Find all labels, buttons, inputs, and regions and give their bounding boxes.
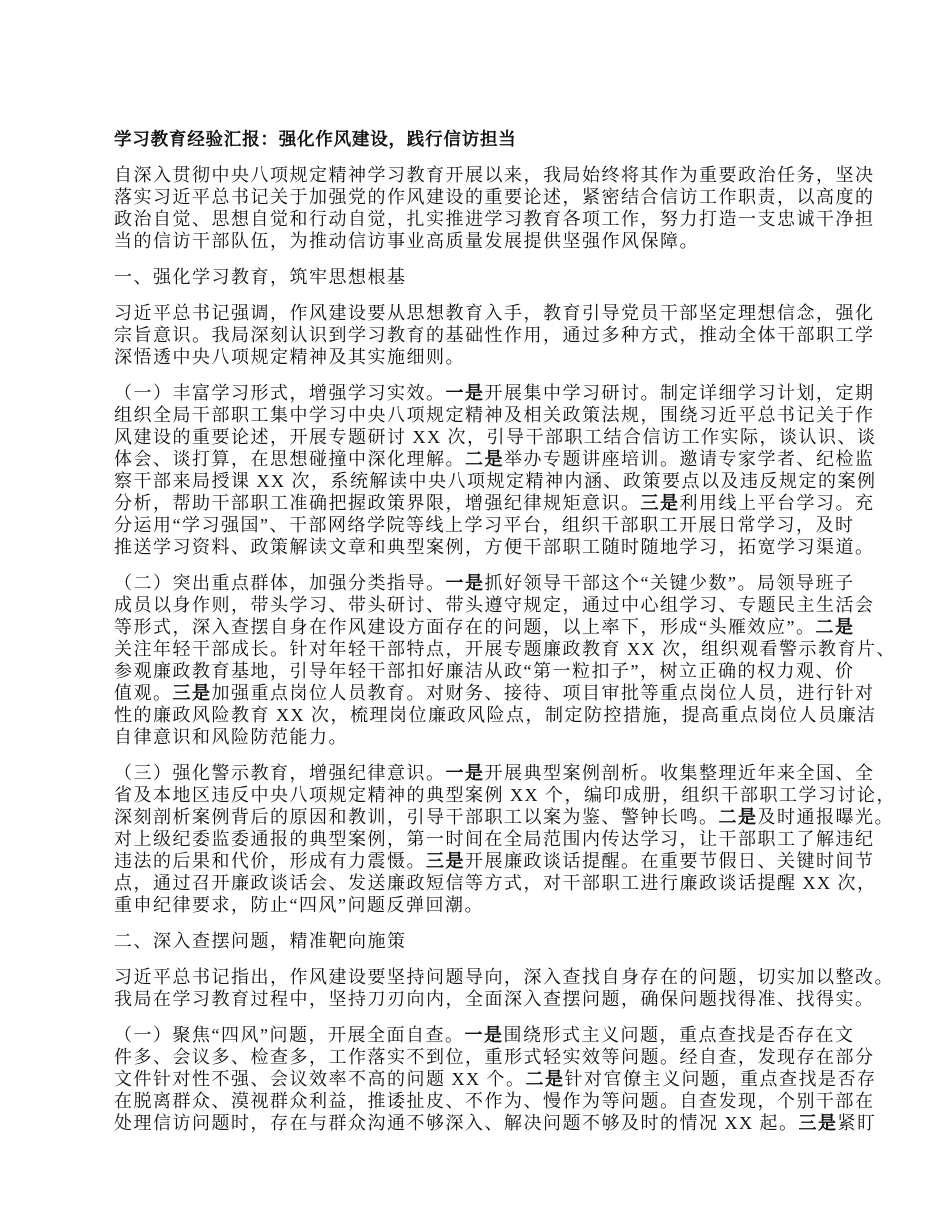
text-line (114, 594, 875, 616)
text-segment: 围绕形式主义问题，重点查找是否存在文 (503, 1025, 855, 1045)
text-segment: 二、深入查摆问题，精准靶向施策 (114, 931, 407, 951)
text-line (114, 872, 877, 894)
text-segment: 宗旨意识。我局深刻认识到学习教育的基础性作用，通过多种方式，推动全体干部职工学 (114, 325, 875, 345)
text-line (114, 164, 875, 186)
text-line (114, 726, 854, 748)
text-segment: 分运用“学习强国”、干部网络学院等线上学习平台，组织干部职工开展日常学习，及时 (114, 515, 855, 535)
section-heading (114, 266, 854, 288)
bold-keyword: 三是 (172, 683, 212, 703)
text-line (114, 470, 877, 492)
text-segment: 当的信访干部队伍，为推动信访事业高质量发展提供坚强作风保障。 (114, 231, 699, 251)
text-segment: 加强重点岗位人员教育。对财务、接待、项目审批等重点岗位人员，进行针对 (211, 683, 875, 703)
text-segment: 自律意识和风险防范能力。 (114, 727, 348, 747)
text-segment: 件多、会议多、检查多，工作落实不到位，重形式轻实效等问题。经自查，发现存在部分 (114, 1047, 875, 1067)
text-segment: 举办专题讲座培训。邀请专家学者、纪检监 (504, 449, 875, 469)
text-segment: 深悟透中央八项规定精神及其实施细则。 (114, 347, 465, 367)
bold-keyword: 二是 (718, 807, 758, 827)
text-segment: 重申纪律要求，防止“四风”问题反弹回潮。 (114, 895, 484, 915)
text-segment: 紧盯 (837, 1113, 877, 1133)
text-segment: 文件针对性不强、会议效率不高的问题 XX 个。 (114, 1069, 526, 1089)
text-line (114, 828, 875, 850)
text-segment: 开展廉政谈话提醒。在重要节假日、关键时间节 (465, 851, 875, 871)
document-title (114, 128, 854, 150)
text-line (114, 448, 875, 470)
body-paragraph (114, 164, 875, 252)
bold-keyword: 一是 (445, 383, 485, 403)
text-line (114, 426, 877, 448)
text-line (114, 966, 894, 988)
text-segment: 省及本地区违反中央八项规定精神的典型案例 XX 个，编印成册，组织干部职工学习讨论， (114, 785, 896, 805)
text-segment: 体会、谈打算，在思想碰撞中深化理解。 (114, 449, 465, 469)
text-segment: 及时通报曝光。 (757, 807, 894, 827)
body-paragraph (114, 1024, 877, 1134)
bold-keyword: 一是 (445, 573, 485, 593)
text-line (114, 382, 875, 404)
text-line (114, 638, 896, 660)
body-paragraph (114, 966, 894, 1010)
text-segment: 学习教育经验汇报：强化作风建设，践行信访担当 (114, 129, 517, 149)
bold-keyword: 二是 (465, 449, 504, 469)
text-segment: 落实习近平总书记关于加强党的作风建设的重要论述，紧密结合信访工作职责，以高度的 (114, 187, 875, 207)
text-line (114, 704, 877, 726)
text-line (114, 784, 896, 806)
text-segment: 违法的后果和代价，形成有力震慑。 (114, 851, 426, 871)
text-line (114, 346, 854, 368)
text-line (114, 186, 875, 208)
body-paragraph (114, 572, 896, 748)
text-line (114, 1024, 854, 1046)
section-heading (114, 930, 854, 952)
text-line (114, 404, 875, 426)
text-segment: 值观。 (114, 683, 173, 703)
bold-keyword: 一是 (445, 763, 485, 783)
bold-keyword: 三是 (426, 851, 465, 871)
text-line (114, 1090, 875, 1112)
document-page (114, 128, 896, 1148)
text-line (114, 208, 875, 230)
bold-keyword: 三是 (798, 1113, 838, 1133)
text-line (114, 514, 854, 536)
text-segment: 性的廉政风险教育 XX 次，梳理岗位廉政风险点，制定防控措施，提高重点岗位人员廉洁 (114, 705, 877, 725)
text-line (114, 894, 854, 916)
text-segment: 我局在学习教育过程中，坚持刀刃向内，全面深入查摆问题，确保问题找得准、找得实。 (114, 989, 875, 1009)
text-line (114, 230, 854, 252)
text-segment: 处理信访问题时，存在与群众沟通不够深入、解决问题不够及时的情况 XX 起。 (114, 1113, 799, 1133)
text-segment: 成员以身作则，带头学习、带头研讨、带头遵守规定，通过中心组学习、专题民主生活会 (114, 595, 875, 615)
text-segment: 在脱离群众、漠视群众利益，推诿扯皮、不作为、慢作为等问题。自查发现，个别干部在 (114, 1091, 875, 1111)
text-segment: （一）聚焦“四风”问题，开展全面自查。 (114, 1025, 465, 1045)
text-line (114, 660, 854, 682)
text-segment: 等形式，深入查摆自身在作风建设方面存在的问题，以上率下，形成“头雁效应”。 (114, 617, 816, 637)
text-segment: （一）丰富学习形式，增强学习实效。 (114, 383, 446, 403)
text-line (114, 302, 875, 324)
text-line (114, 492, 875, 514)
text-segment: 深刻剖析案例背后的原因和教训，引导干部职工以案为鉴、警钟长鸣。 (114, 807, 719, 827)
text-segment: 自深入贯彻中央八项规定精神学习教育开展以来，我局始终将其作为重要政治任务，坚决 (114, 165, 875, 185)
bold-keyword: 一是 (464, 1025, 504, 1045)
text-segment: 开展典型案例剖析。收集整理近年来全国、全 (484, 763, 875, 783)
text-segment: 关注年轻干部成长。针对年轻干部特点，开展专题廉政教育 XX 次，组织观看警示教育片、 (114, 639, 896, 659)
text-segment: （二）突出重点群体，加强分类指导。 (114, 573, 446, 593)
text-line (114, 806, 894, 828)
text-segment: 组织全局干部职工集中学习中央八项规定精神及相关政策法规，围绕习近平总书记关于作 (114, 405, 875, 425)
text-line (114, 682, 875, 704)
bold-keyword: 三是 (640, 493, 680, 513)
text-segment: 分析，帮助干部职工准确把握政策界限，增强纪律规矩意识。 (114, 493, 641, 513)
text-segment: 风建设的重要论述，开展专题研讨 XX 次，引导干部职工结合信访工作实际，谈认识、谈 (114, 427, 877, 447)
text-segment: 抓好领导干部这个“关键少数”。局领导班子 (484, 573, 855, 593)
bold-keyword: 二是 (815, 617, 855, 637)
body-paragraph (114, 302, 875, 368)
text-segment: 习近平总书记强调，作风建设要从思想教育入手，教育引导党员干部坚定理想信念，强化 (114, 303, 875, 323)
text-segment: 一、强化学习教育，筑牢思想根基 (114, 267, 407, 287)
text-line (114, 616, 854, 638)
text-segment: 开展集中学习研讨。制定详细学习计划，定期 (484, 383, 875, 403)
text-line (114, 762, 875, 784)
text-segment: 习近平总书记指出，作风建设要坚持问题导向，深入查找自身存在的问题，切实加以整改。 (114, 967, 894, 987)
text-segment: 利用线上平台学习。充 (679, 493, 875, 513)
text-line (114, 572, 854, 594)
text-segment: 察干部来局授课 XX 次，系统解读中央八项规定精神内涵、政策要点以及违反规定的案例 (114, 471, 877, 491)
text-segment: 政治自觉、思想自觉和行动自觉，扎实推进学习教育各项工作，努力打造一支忠诚干净担 (114, 209, 875, 229)
text-line (114, 266, 854, 288)
text-line (114, 128, 854, 150)
text-line (114, 850, 875, 872)
body-paragraph (114, 762, 896, 916)
text-segment: （三）强化警示教育，增强纪律意识。 (114, 763, 446, 783)
body-paragraph (114, 382, 877, 558)
text-segment: 对上级纪委监委通报的典型案例，第一时间在全局范围内传达学习，让干部职工了解违纪 (114, 829, 875, 849)
text-line (114, 1112, 877, 1134)
text-segment: 点，通过召开廉政谈话会、发送廉政短信等方式，对干部职工进行廉政谈话提醒 XX 次， (114, 873, 877, 893)
text-line (114, 536, 875, 558)
bold-keyword: 二是 (525, 1069, 565, 1089)
text-segment: 针对官僚主义问题，重点查找是否存 (564, 1069, 877, 1089)
text-line (114, 988, 875, 1010)
text-line (114, 1068, 877, 1090)
text-line (114, 1046, 875, 1068)
text-line (114, 324, 875, 346)
text-segment: 推送学习资料、政策解读文章和典型案例，方便干部职工随时随地学习，拓宽学习渠道。 (114, 537, 875, 557)
text-line (114, 930, 854, 952)
text-segment: 参观廉政教育基地，引导年轻干部扣好廉洁从政“第一粒扣子”，树立正确的权力观、价 (114, 661, 855, 681)
